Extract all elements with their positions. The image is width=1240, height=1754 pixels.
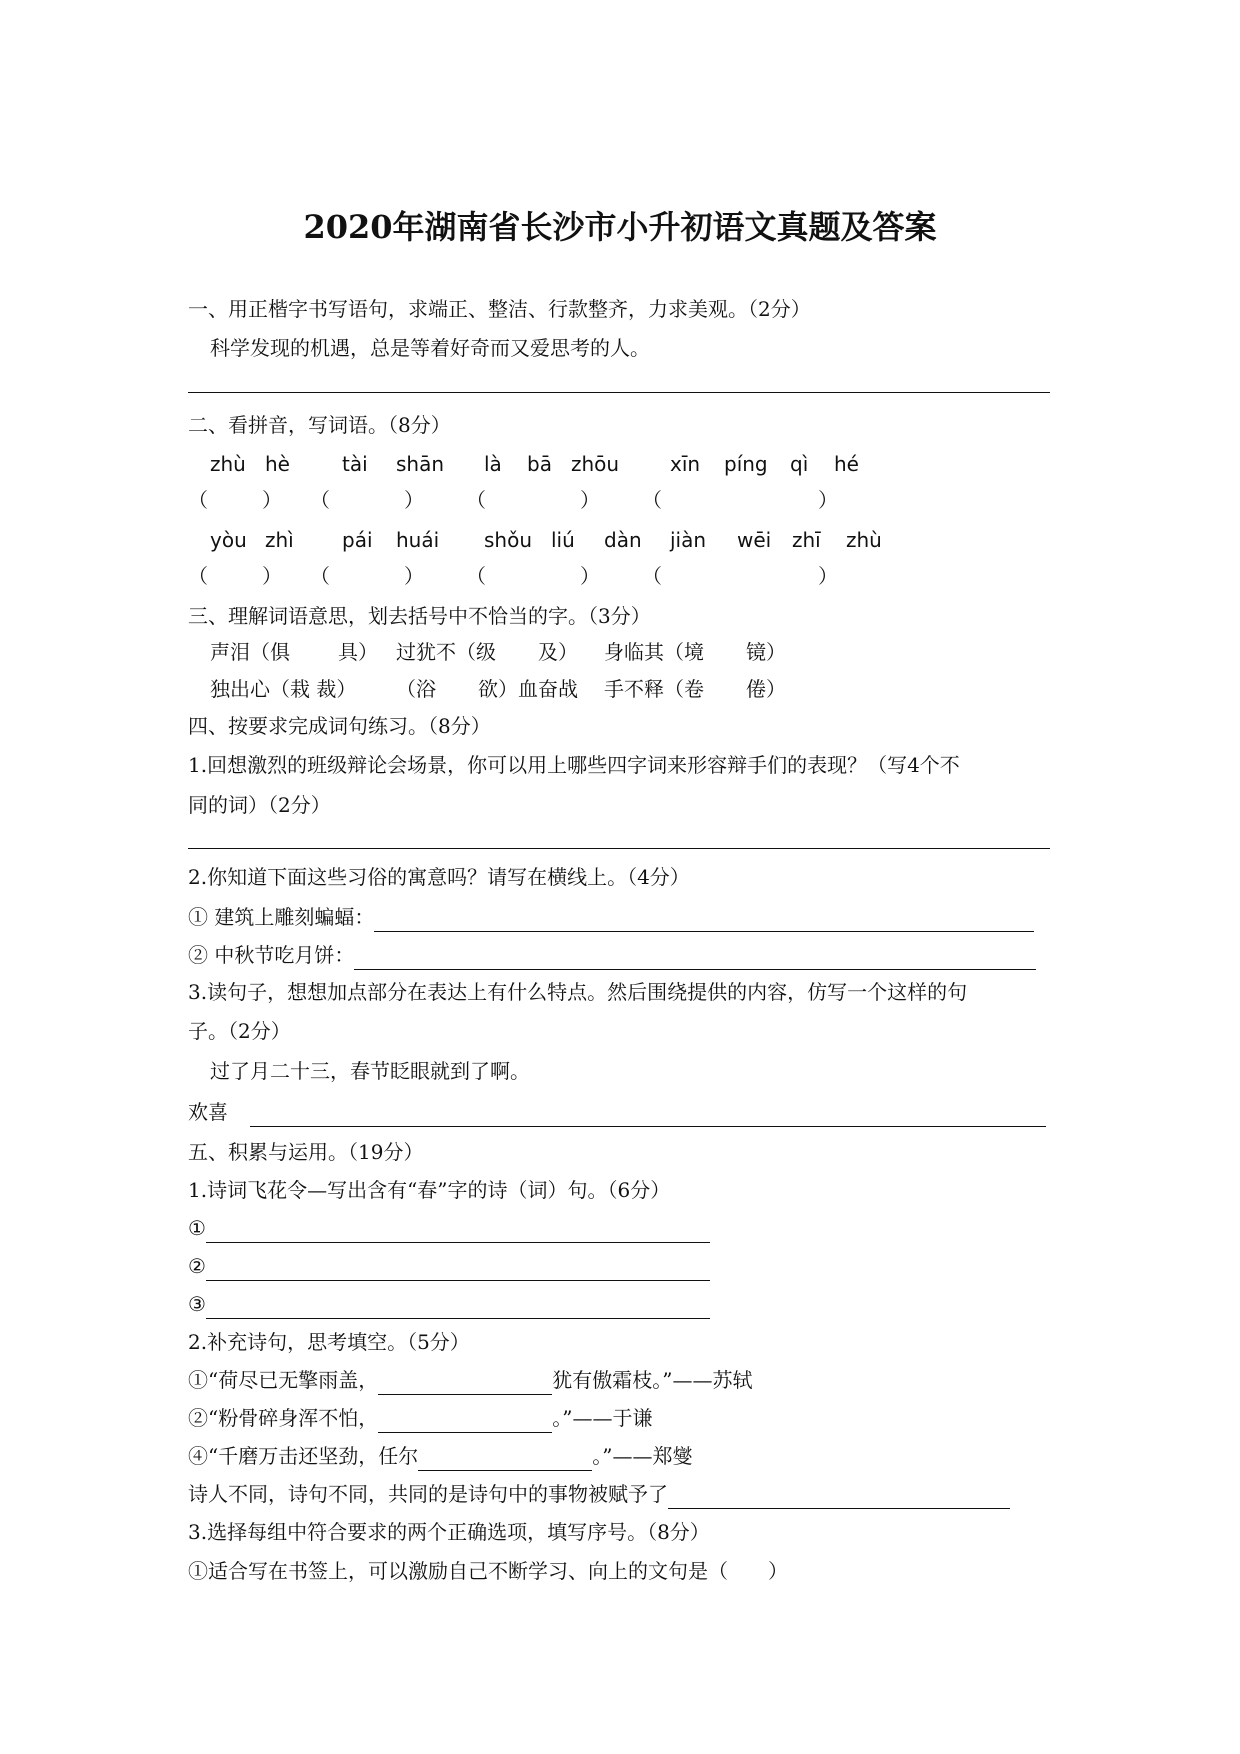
pinyin-syllable: huái [396, 528, 440, 552]
pinyin-syllable: hé [834, 452, 859, 476]
poem-text: ①“荷尽已无擎雨盖， [188, 1368, 379, 1392]
poem-fill-3 [188, 1441, 692, 1471]
question-text: 2.你知道下面这些习俗的寓意吗？请写在横线上。（4分） [188, 865, 690, 889]
circled-number: ③ [188, 1292, 206, 1316]
custom-item-bat [188, 902, 1034, 932]
question-text: 1.诗词飞花令—写出含有“春”字的诗（词）句。（6分） [188, 1178, 671, 1202]
poem-fill-1 [188, 1365, 752, 1395]
question-text: 3.选择每组中符合要求的两个正确选项，填写序号。（8分） [188, 1520, 710, 1544]
left-bracket: （ [466, 488, 486, 512]
right-bracket: ） [818, 488, 838, 512]
imitation-line [188, 1097, 1046, 1127]
poem-answer-2 [188, 1251, 710, 1281]
idiom-part: 倦） [746, 677, 786, 701]
answer-line[interactable] [378, 1410, 552, 1433]
right-bracket: ） [580, 488, 600, 512]
left-bracket: （ [642, 488, 662, 512]
answer-line[interactable] [188, 848, 1050, 849]
pinyin-syllable: là [484, 452, 502, 476]
question-text: ①适合写在书签上，可以激励自己不断学习、向上的文句是（ [188, 1559, 728, 1583]
item-label: ① 建筑上雕刻蝙蝠： [188, 905, 375, 929]
idiom-part: 镜） [746, 640, 786, 664]
custom-item-mooncake [188, 940, 1036, 970]
question-text: 诗人不同，诗句不同，共同的是诗句中的事物被赋予了 [188, 1482, 668, 1506]
section-3-heading: 三、理解词语意思，划去括号中不恰当的字。（3分） [188, 604, 651, 628]
pinyin-syllable: hè [265, 452, 290, 476]
idiom-part: 过犹不（级 [396, 640, 496, 664]
pinyin-syllable: shān [396, 452, 445, 476]
answer-line[interactable] [206, 1258, 710, 1281]
left-bracket: （ [188, 564, 208, 588]
poem-text: ②“粉骨碎身浑不怕， [188, 1406, 379, 1430]
poem-text: ④“千磨万击还坚劲，任尔 [188, 1444, 419, 1468]
idiom-part: 手不释（卷 [604, 677, 704, 701]
pinyin-syllable: pái [342, 528, 373, 552]
answer-line[interactable] [206, 1296, 710, 1319]
choice-question [188, 1556, 788, 1586]
idiom-part: （浴 [396, 677, 436, 701]
section-4-heading: 四、按要求完成词句练习。（8分） [188, 714, 491, 738]
answer-line[interactable] [374, 909, 1034, 932]
pinyin-syllable: zhì [265, 528, 294, 552]
right-bracket: ） [768, 1559, 788, 1583]
pinyin-syllable: zhī [792, 528, 821, 552]
circled-number: ② [188, 1254, 206, 1278]
pinyin-syllable: dàn [604, 528, 642, 552]
poem-text: 。”——于谦 [552, 1406, 653, 1430]
left-bracket: （ [310, 488, 330, 512]
pinyin-syllable: zhōu [571, 452, 620, 476]
idiom-part: 独出心（栽 裁） [210, 677, 357, 701]
section-1-sentence: 科学发现的机遇，总是等着好奇而又爱思考的人。 [210, 336, 650, 360]
answer-line[interactable] [354, 947, 1036, 970]
pinyin-syllable: shǒu [484, 528, 533, 552]
poem-fill-2 [188, 1403, 652, 1433]
left-bracket: （ [642, 564, 662, 588]
section-1-heading: 一、用正楷字书写语句，求端正、整洁、行款整齐，力求美观。（2分） [188, 297, 811, 321]
question-text: 2.补充诗句，思考填空。（5分） [188, 1330, 470, 1354]
answer-line[interactable] [250, 1104, 1046, 1127]
question-text: 子。（2分） [188, 1019, 291, 1043]
section-2-heading: 二、看拼音，写词语。（8分） [188, 413, 451, 437]
pinyin-syllable: xīn [670, 452, 701, 476]
circled-number: ① [188, 1216, 206, 1240]
prompt-word: 欢喜 [188, 1100, 228, 1124]
pinyin-syllable: yòu [210, 528, 247, 552]
poem-summary [188, 1479, 1010, 1509]
right-bracket: ） [818, 564, 838, 588]
writing-line[interactable] [188, 392, 1050, 393]
right-bracket: ） [404, 564, 424, 588]
question-text: 1.回想激烈的班级辩论会场景，你可以用上哪些四字词来形容辩手们的表现？（写4个不 [188, 753, 960, 777]
right-bracket: ） [404, 488, 424, 512]
idiom-part: 声泪（俱 [210, 640, 290, 664]
left-bracket: （ [310, 564, 330, 588]
idiom-part: 及） [538, 640, 578, 664]
pinyin-syllable: wēi [737, 528, 772, 552]
right-bracket: ） [262, 564, 282, 588]
poem-text: 犹有傲霜枝。”——苏轼 [552, 1368, 753, 1392]
pinyin-syllable: bā [527, 452, 552, 476]
right-bracket: ） [580, 564, 600, 588]
item-label: ② 中秋节吃月饼： [188, 943, 355, 967]
pinyin-syllable: píng [724, 452, 768, 476]
page-title: 2020年湖南省长沙市小升初语文真题及答案 [303, 208, 937, 246]
answer-line[interactable] [206, 1220, 710, 1243]
pinyin-syllable: tài [342, 452, 368, 476]
question-text: 同的词）（2分） [188, 793, 331, 817]
poem-text: 。”——郑燮 [592, 1444, 693, 1468]
question-text: 3.读句子，想想加点部分在表达上有什么特点。然后围绕提供的内容，仿写一个这样的句 [188, 980, 968, 1004]
answer-line[interactable] [418, 1448, 592, 1471]
answer-line[interactable] [668, 1486, 1010, 1509]
idiom-part: 具） [338, 640, 378, 664]
pinyin-syllable: liú [551, 528, 575, 552]
section-5-heading: 五、积累与运用。（19分） [188, 1140, 424, 1164]
poem-answer-1 [188, 1213, 710, 1243]
pinyin-syllable: zhù [846, 528, 882, 552]
idiom-part: 欲）血奋战 [478, 677, 578, 701]
idiom-part: 身临其（境 [604, 640, 704, 664]
pinyin-syllable: qì [790, 452, 809, 476]
pinyin-syllable: jiàn [670, 528, 707, 552]
right-bracket: ） [262, 488, 282, 512]
poem-answer-3 [188, 1289, 710, 1319]
example-sentence: 过了月二十三，春节眨眼就到了啊。 [210, 1059, 530, 1083]
left-bracket: （ [188, 488, 208, 512]
left-bracket: （ [466, 564, 486, 588]
pinyin-syllable: zhù [210, 452, 246, 476]
answer-line[interactable] [378, 1372, 552, 1395]
